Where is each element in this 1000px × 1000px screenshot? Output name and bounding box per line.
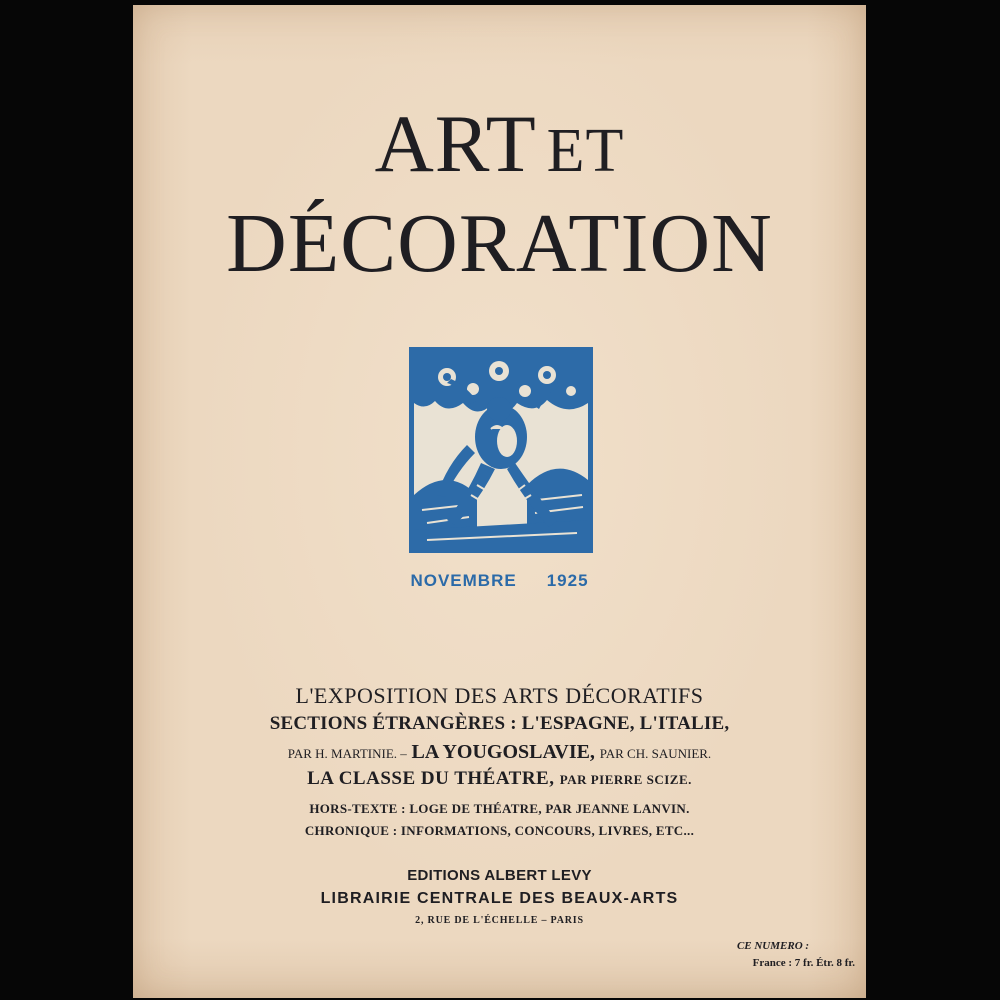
magazine-cover xyxy=(133,5,866,998)
issue-year: 1925 xyxy=(546,571,589,590)
title-art: ART xyxy=(374,98,537,189)
title-et: ET xyxy=(546,117,625,185)
contents-yougoslavie: LA YOUGOSLAVIE, xyxy=(411,741,595,763)
contents-line-3 xyxy=(133,741,866,764)
publisher-name: EDITIONS ALBERT LEVY xyxy=(407,867,592,884)
contents-author-saunier: PAR CH. SAUNIER. xyxy=(599,746,712,761)
cover-title-line1 xyxy=(133,97,866,191)
cover-title-line2: DÉCORATION xyxy=(226,197,773,290)
contents-line-4 xyxy=(133,768,866,790)
contents-classe-theatre: LA CLASSE DU THÉATRE, xyxy=(307,768,555,789)
contents-chronique: CHRONIQUE : INFORMATIONS, CONCOURS, LIVRES, ETC... xyxy=(304,823,695,838)
price-label: CE NUMERO : xyxy=(736,940,810,952)
publisher-address: 2, RUE DE L'ÉCHELLE – PARIS xyxy=(415,915,584,926)
contents-hors-texte: HORS-TEXTE : LOGE DE THÉATRE, PAR JEANNE LANVIN. xyxy=(309,801,690,816)
price-value: France : 7 fr. Étr. 8 fr. xyxy=(752,957,855,969)
issue-month: NOVEMBRE xyxy=(410,571,517,590)
issue-date xyxy=(133,571,866,591)
contents-author-scize: PAR PIERRE SCIZE. xyxy=(559,772,692,787)
contents-line-2: SECTIONS ÉTRANGÈRES : L'ESPAGNE, L'ITALIE, xyxy=(269,713,730,734)
contents-line-1: L'EXPOSITION DES ARTS DÉCORATIFS xyxy=(295,683,704,708)
woodcut-satyr-illustration xyxy=(407,345,595,555)
publisher-library: LIBRAIRIE CENTRALE DES BEAUX-ARTS xyxy=(320,890,679,907)
contents-author-martinie: PAR H. MARTINIE. – xyxy=(287,746,407,761)
